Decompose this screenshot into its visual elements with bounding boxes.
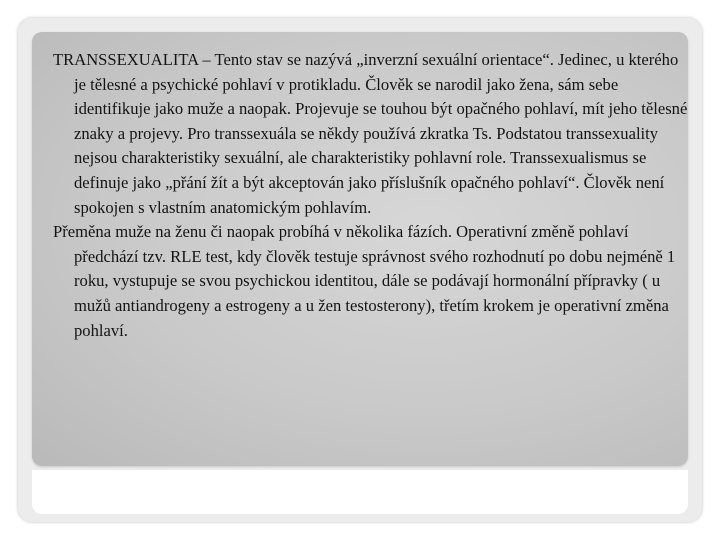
slide-text: [53, 48, 688, 343]
footer-strip: [32, 470, 688, 514]
paragraph-premena: Přeměna muže na ženu či naopak probíhá v několika fázích. Operativní změně pohlaví předchází tzv. RLE test, kdy člověk testuje správnost svého rozhodnutí po dobu nejméně 1 roku, vystupuje se svou psychickou identitou, dále se podávají hormonální přípravky ( u mužů antiandrogeny a estrogeny a u žen testosterony), třetím krokem je operativní změna pohlaví.: [53, 222, 676, 340]
paragraph-transsexualita: TRANSSEXUALITA – Tento stav se nazývá „inverzní sexuální orientace“. Jedinec, u kterého je tělesné a psychické pohlaví v protikladu. Člověk se narodil jako žena, sám sebe identifikuje jako muže a naopak. Projevuje se touhou být opačného pohlaví, mít jeho tělesné znaky a projevy. Pro transsexuála se někdy používá zkratka Ts. Podstatou transsexuality nejsou charakteristiky sexuální, ale charakteristiky pohlavní role. Transsexualismus se definuje jako „přání žít a být akceptován jako příslušník opačného pohlaví“. Člověk není spokojen s vlastním anatomickým pohlavím.: [53, 50, 688, 217]
